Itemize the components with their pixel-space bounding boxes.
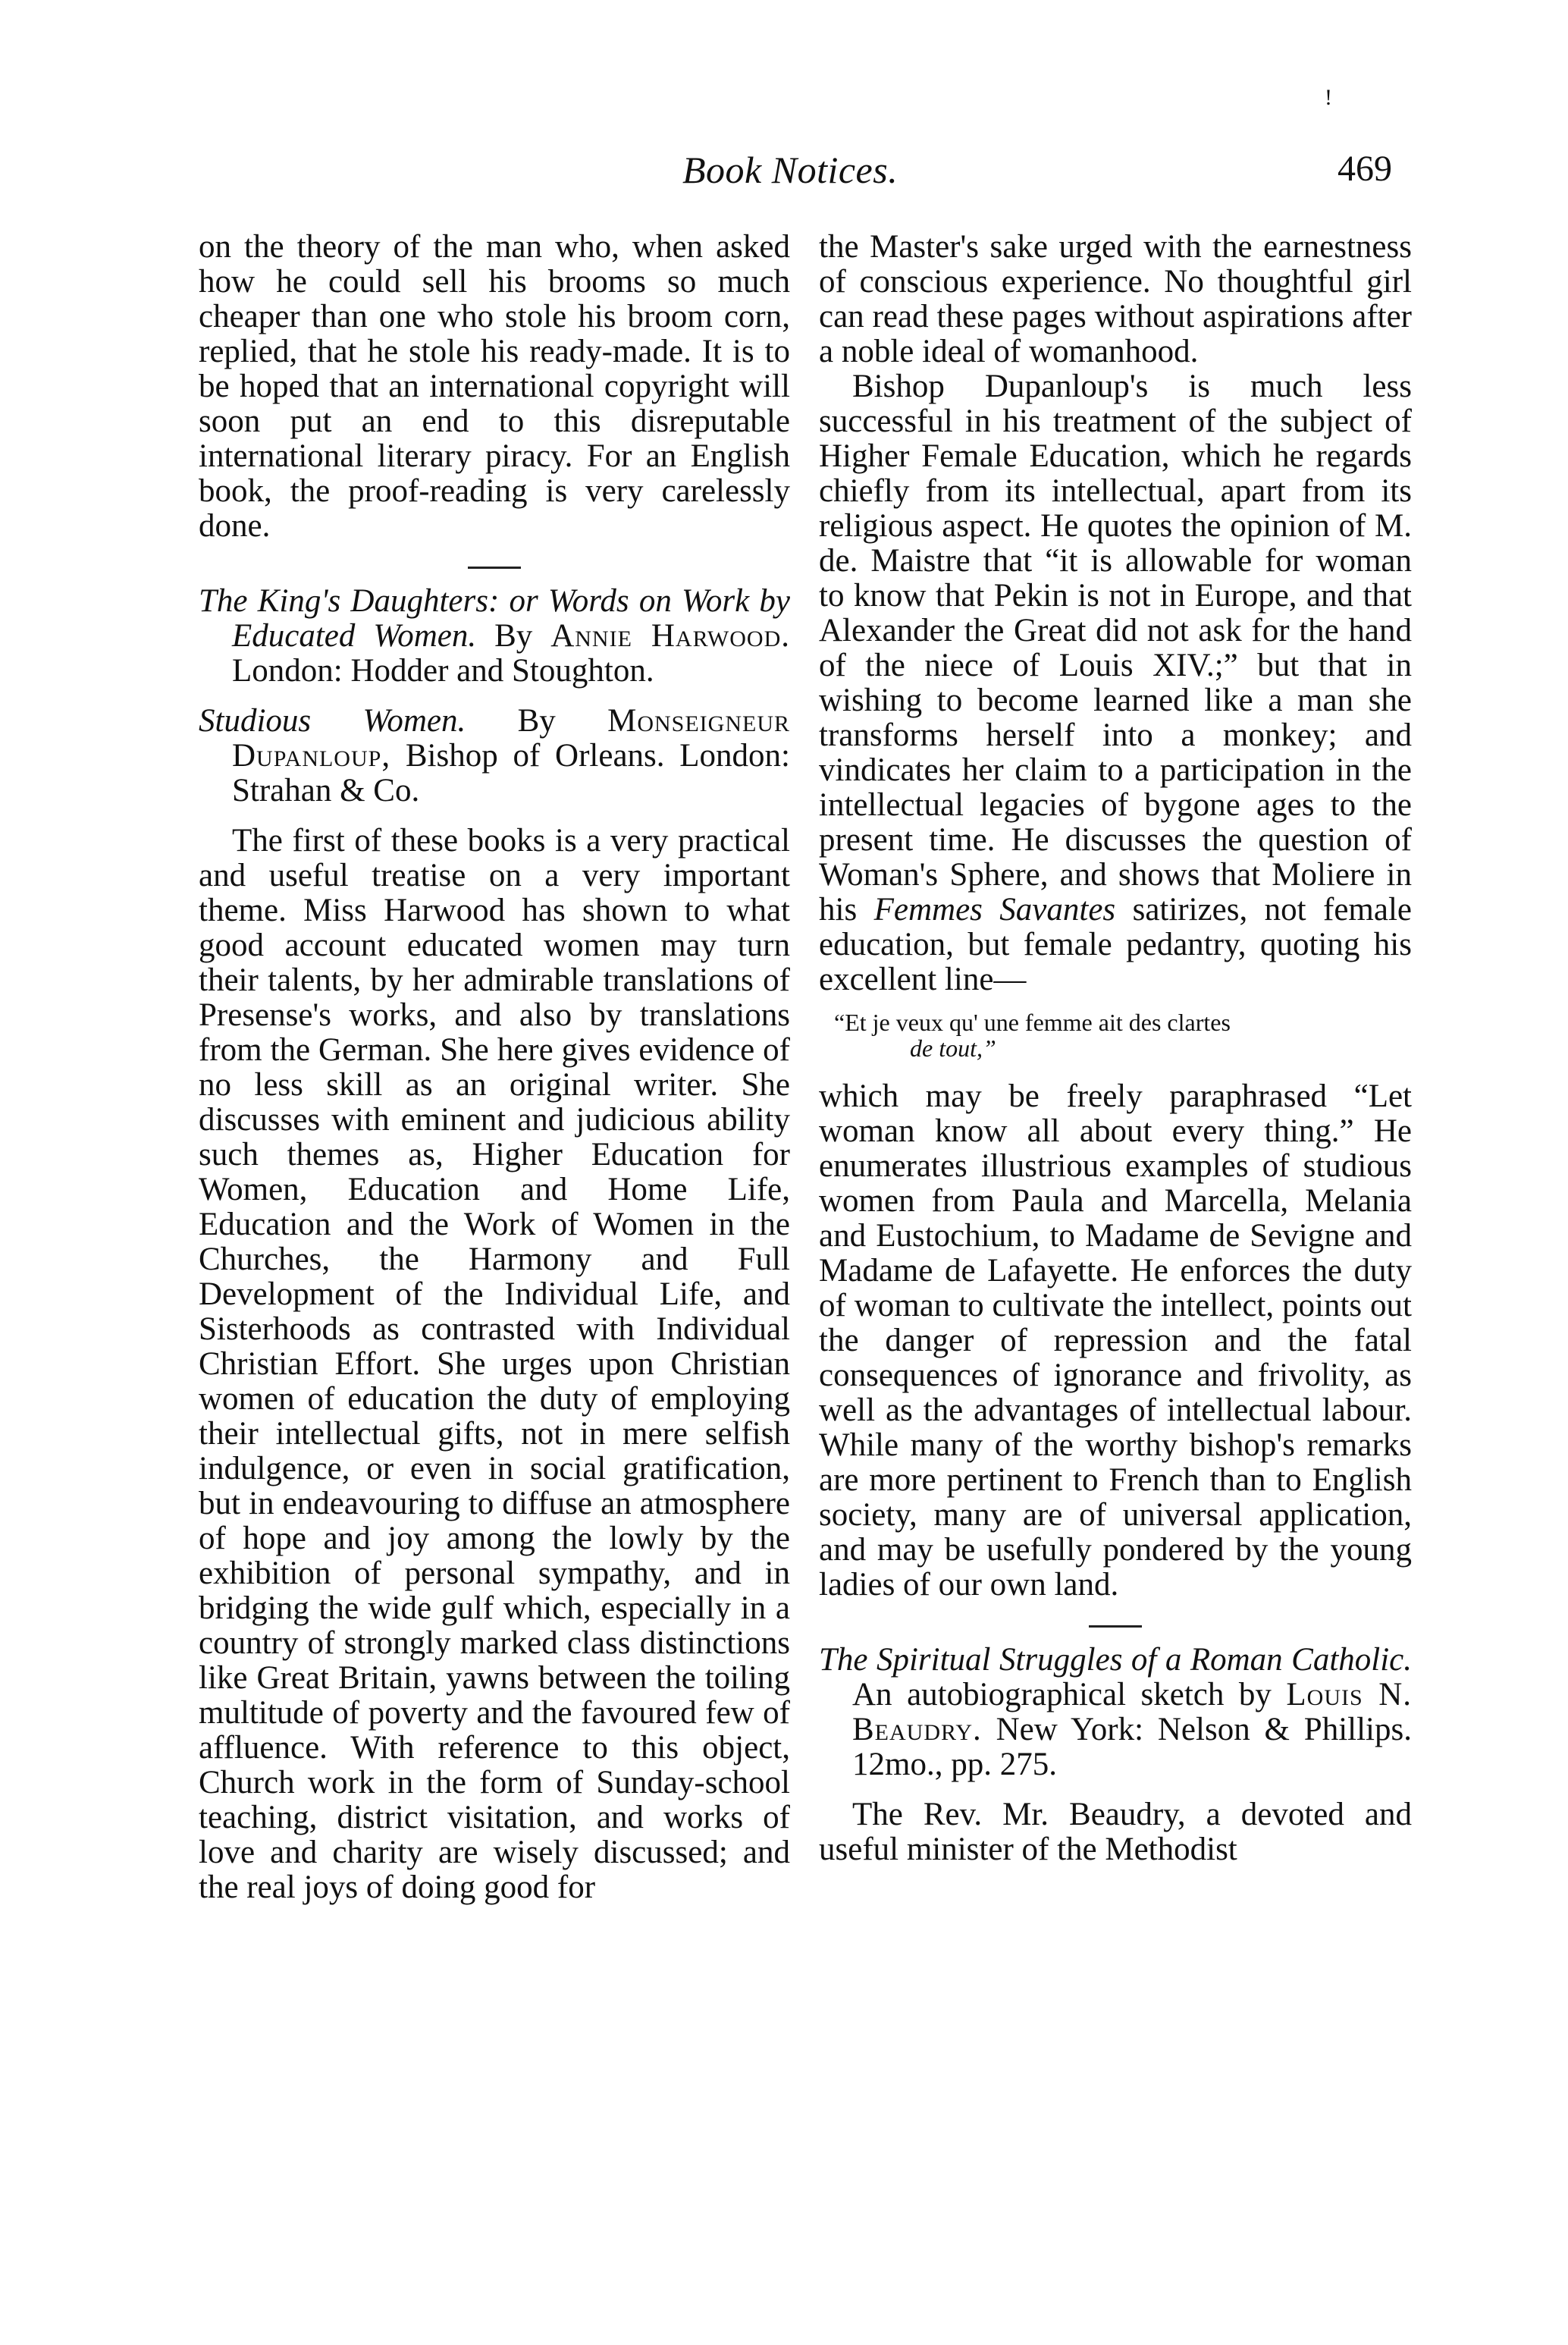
book-entry-kings-daughters	[199, 584, 790, 689]
book-title: The Spiritual Struggles of a Roman Catholic.	[819, 1642, 1412, 1678]
right-column	[819, 230, 1412, 1867]
book-publisher: London: Hodder and Stoughton.	[232, 653, 654, 689]
page-header	[0, 148, 1568, 201]
italic-work-title: Femmes Savantes	[873, 892, 1116, 928]
block-quote	[834, 1009, 1412, 1061]
right-paragraph-2	[819, 369, 1412, 997]
book-author: Louis N. Beaudry.	[852, 1677, 1412, 1747]
running-title: Book Notices.	[682, 149, 898, 191]
left-paragraph-1: on the theory of the man who, when asked how he could sell his brooms so much cheaper than one who stole his broom corn, replied, that he stole his ready-made. It is to be hoped that an international copyright will soon put an end to this disreputable international literary piracy. For an English book, the proof-reading is very carelessly done.	[199, 229, 790, 544]
paragraph-text-tail: satirizes, not female education, but female pedantry, quoting his excellent line—	[819, 892, 1412, 997]
book-title: Studious Women.	[199, 703, 466, 739]
right-paragraph-4: The Rev. Mr. Beaudry, a devoted and useful minister of the Methodist	[819, 1797, 1412, 1867]
book-by: By	[517, 703, 556, 739]
book-description: An autobiographical sketch by	[852, 1677, 1272, 1712]
book-title: The King's Daughters: or Words on Work by Educated Women.	[199, 583, 790, 654]
right-paragraph-3: which may be freely paraphrased “Let woman know all about every thing.” He enumerates illustrious examples of studious women from Paula and Marcella, Melania and Eustochium, to Madame de Sevigne and Madame de Lafayette. He enforces the duty of woman to cultivate the intellect, points out the danger of repression and the fatal consequences of ignorance and frivolity, as well as the advantages of intellectual labour. While many of the worthy bishop's remarks are more pertinent to French than to English society, many are of universal application, and may be usefully pondered by the young ladies of our own land.	[819, 1078, 1412, 1603]
book-author: Annie Harwood.	[550, 618, 790, 654]
quote-line-1: “Et je veux qu' une femme ait des clartes	[834, 1009, 1231, 1036]
margin-mark: !	[1325, 85, 1332, 110]
paragraph-text: Bishop Dupanloup's is much less successful in his treatment of the subject of Higher Female Education, which he regards chiefly from its intellectual, apart from its religious aspect. He quotes the opinion of M. de. Maistre that “it is allowable for woman to know that Pekin is not in Europe, and that Alexander the Great did not ask for the hand of the niece of Louis XIV.;” but that in wishing to become learned like a man she transforms herself into a monkey; and vindicates her claim to a participation in the intellectual legacies of bygone ages to the present time. He discusses the question of Woman's Sphere, and shows that Moliere in his	[819, 369, 1412, 928]
book-author: Monseigneur Dupanloup,	[232, 703, 791, 774]
right-paragraph-1: the Master's sake urged with the earnestness of conscious experience. No thoughtful girl can read these pages without aspirations after a noble ideal of womanhood.	[819, 229, 1412, 369]
book-entry-studious-women	[199, 704, 790, 808]
book-publisher: New York: Nelson & Phillips. 12mo., pp. 275.	[852, 1712, 1412, 1782]
left-column	[199, 230, 790, 1905]
page-number: 469	[1338, 149, 1392, 189]
book-by: By	[494, 618, 533, 654]
section-divider	[1089, 1625, 1142, 1628]
quote-line-2: de tout,”	[910, 1034, 996, 1062]
book-publisher: Bishop of Orleans. London: Strahan & Co.	[232, 738, 790, 808]
book-entry-spiritual-struggles	[819, 1643, 1412, 1782]
section-divider	[468, 567, 521, 569]
left-paragraph-2: The first of these books is a very practical and useful treatise on a very important theme. Miss Harwood has shown to what good account educated women may turn their talents, by her admirable translations of Presense's works, and also by translations from the German. She here gives evidence of no less skill as an original writer. She discusses with eminent and judicious ability such themes as, Higher Education for Women, Education and Home Life, Education and the Work of Women in the Churches, the Harmony and Full Development of the Individual Life, and Sisterhoods as contrasted with Individual Christian Effort. She urges upon Christian women of education the duty of employing their intellectual gifts, not in mere selfish indulgence, or even in social gratification, but in endeavouring to diffuse an atmosphere of hope and joy among the lowly by the exhibition of personal sympathy, and in bridging the wide gulf which, especially in a country of strongly marked class distinctions like Great Britain, yawns between the toiling multitude of poverty and the favoured few of affluence. With reference to this object, Church work in the form of Sunday-school teaching, district visitation, and works of love and charity are wisely discussed; and the real joys of doing good for	[199, 823, 790, 1905]
